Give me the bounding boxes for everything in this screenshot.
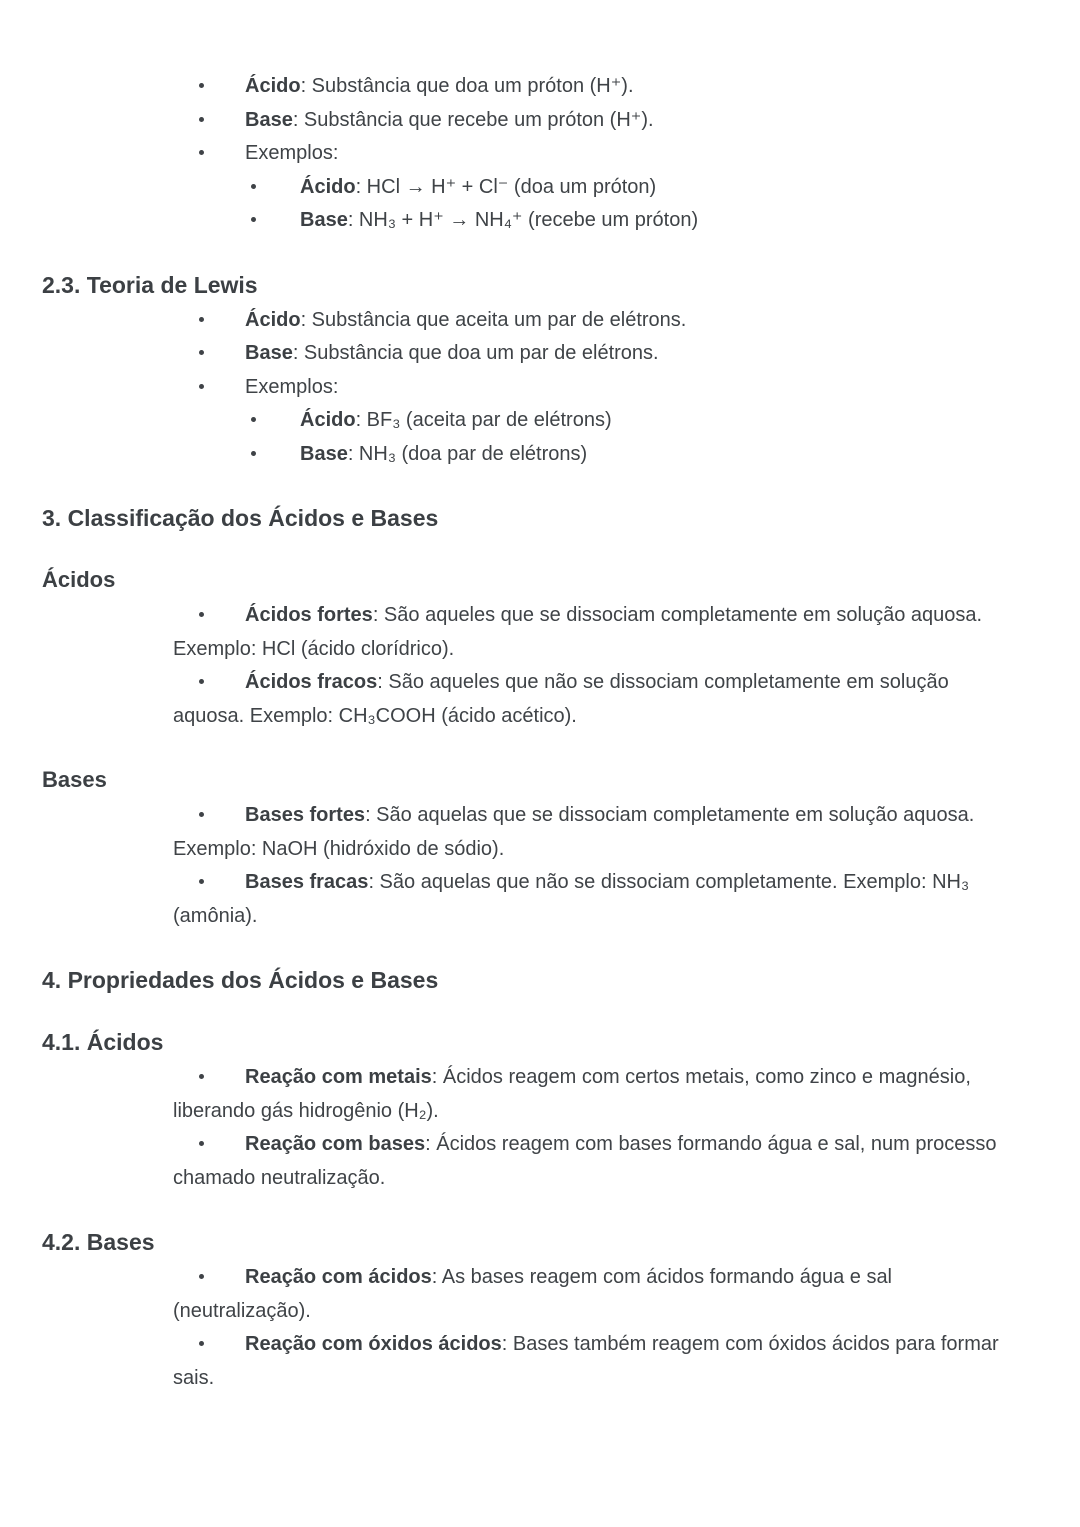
bullet-icon (173, 304, 245, 338)
list-item (173, 666, 1020, 733)
bullet-icon (225, 404, 300, 438)
bullet-icon (173, 104, 245, 138)
item-text: : Ácidos reagem com bases formando água e sal, num processo chamado neutralização. (173, 1133, 997, 1189)
item-text: : Substância que doa um par de elétrons. (292, 342, 659, 364)
item-text: : São aqueles que se dissociam completamente em solução aquosa. Exemplo: HCl (ácido clorídrico). (173, 604, 983, 660)
list-item (173, 337, 1020, 371)
bullet-icon (173, 371, 245, 405)
bullet-icon (173, 1328, 245, 1362)
list-item (225, 404, 1020, 438)
item-text: : São aquelas que não se dissociam completamente. Exemplo: NH₃ (amônia). (173, 871, 970, 927)
term-label: Bases fortes (245, 804, 366, 826)
item-text: Exemplos: (245, 142, 339, 164)
subsection-heading-42-bases: 4.2. Bases (42, 1229, 155, 1255)
subsection-heading-acidos: Ácidos (42, 567, 116, 592)
bullet-icon (173, 799, 245, 833)
item-text: : BF₃ (aceita par de elétrons) (355, 409, 612, 431)
list-item (173, 304, 1020, 338)
list-item (173, 371, 1020, 405)
item-text: : Substância que aceita um par de elétrons. (300, 308, 687, 331)
subsection-heading-41-acidos: 4.1. Ácidos (42, 1029, 164, 1055)
term-label: Base (245, 108, 293, 131)
term-label: Base (245, 342, 293, 364)
bullet-icon (225, 438, 300, 472)
section-heading: 4. Propriedades dos Ácidos e Bases (42, 967, 439, 993)
section-classification (0, 503, 1080, 933)
list-item (173, 1328, 1020, 1395)
item-text: : São aqueles que não se dissociam completamente em solução aquosa. Exemplo: CH₃COOH (ácido acético). (173, 671, 949, 727)
list-item (225, 438, 1020, 472)
bullet-icon (173, 137, 245, 171)
bullet-icon (173, 666, 245, 700)
subsection-heading-bases: Bases (42, 767, 107, 792)
list-item (173, 1128, 1020, 1195)
bullet-icon (225, 171, 300, 205)
item-text: : NH₃ + H⁺ → NH₄⁺ (recebe um próton) (347, 209, 699, 231)
bullet-icon (173, 1061, 245, 1095)
list-item (173, 137, 1020, 171)
section-heading: 2.3. Teoria de Lewis (42, 271, 258, 298)
term-label: Ácido (300, 409, 356, 431)
section-lewis (0, 270, 1080, 472)
item-text: : Ácidos reagem com certos metais, como zinco e magnésio, liberando gás hidrogênio (H₂). (173, 1066, 971, 1122)
bullet-icon (173, 599, 245, 633)
item-text: : Substância que recebe um próton (H⁺). (292, 108, 654, 131)
item-text: : HCl → H⁺ + Cl⁻ (doa um próton) (355, 175, 657, 198)
list-item (225, 171, 1020, 205)
item-text: Exemplos: (245, 375, 339, 398)
list-item (173, 1261, 1020, 1328)
term-label: Ácido (300, 175, 356, 198)
item-text: : Substância que doa um próton (H⁺). (300, 75, 634, 97)
bullet-icon (173, 337, 245, 371)
bullet-icon (225, 204, 300, 238)
term-label: Ácidos fracos (245, 671, 378, 693)
term-label: Bases fracas (245, 871, 369, 893)
item-text: : NH₃ (doa par de elétrons) (347, 442, 588, 465)
term-label: Ácido (245, 75, 301, 97)
bullet-icon (173, 866, 245, 900)
term-label: Ácido (245, 308, 301, 331)
section-properties (0, 965, 1080, 1395)
term-label: Ácidos fortes (245, 604, 373, 626)
term-label: Base (300, 209, 348, 231)
bullet-icon (173, 1261, 245, 1295)
term-label: Base (300, 442, 348, 465)
bullet-icon (173, 1128, 245, 1162)
item-text: : Bases também reagem com óxidos ácidos para formar sais. (173, 1333, 999, 1389)
list-item (173, 799, 1020, 866)
section-bronsted (0, 70, 1080, 238)
term-label: Reação com óxidos ácidos (245, 1333, 502, 1355)
item-text: : As bases reagem com ácidos formando água e sal (neutralização). (173, 1266, 893, 1322)
section-heading: 3. Classificação dos Ácidos e Bases (42, 505, 439, 531)
term-label: Reação com bases (245, 1133, 426, 1155)
list-item (225, 204, 1020, 238)
term-label: Reação com ácidos (245, 1266, 432, 1288)
list-item (173, 866, 1020, 933)
bullet-icon (173, 70, 245, 104)
list-item (173, 599, 1020, 666)
list-item (173, 104, 1020, 138)
list-item (173, 1061, 1020, 1128)
term-label: Reação com metais (245, 1066, 432, 1088)
item-text: : São aquelas que se dissociam completamente em solução aquosa. Exemplo: NaOH (hidróxido de sódio). (173, 804, 975, 860)
list-item (173, 70, 1020, 104)
